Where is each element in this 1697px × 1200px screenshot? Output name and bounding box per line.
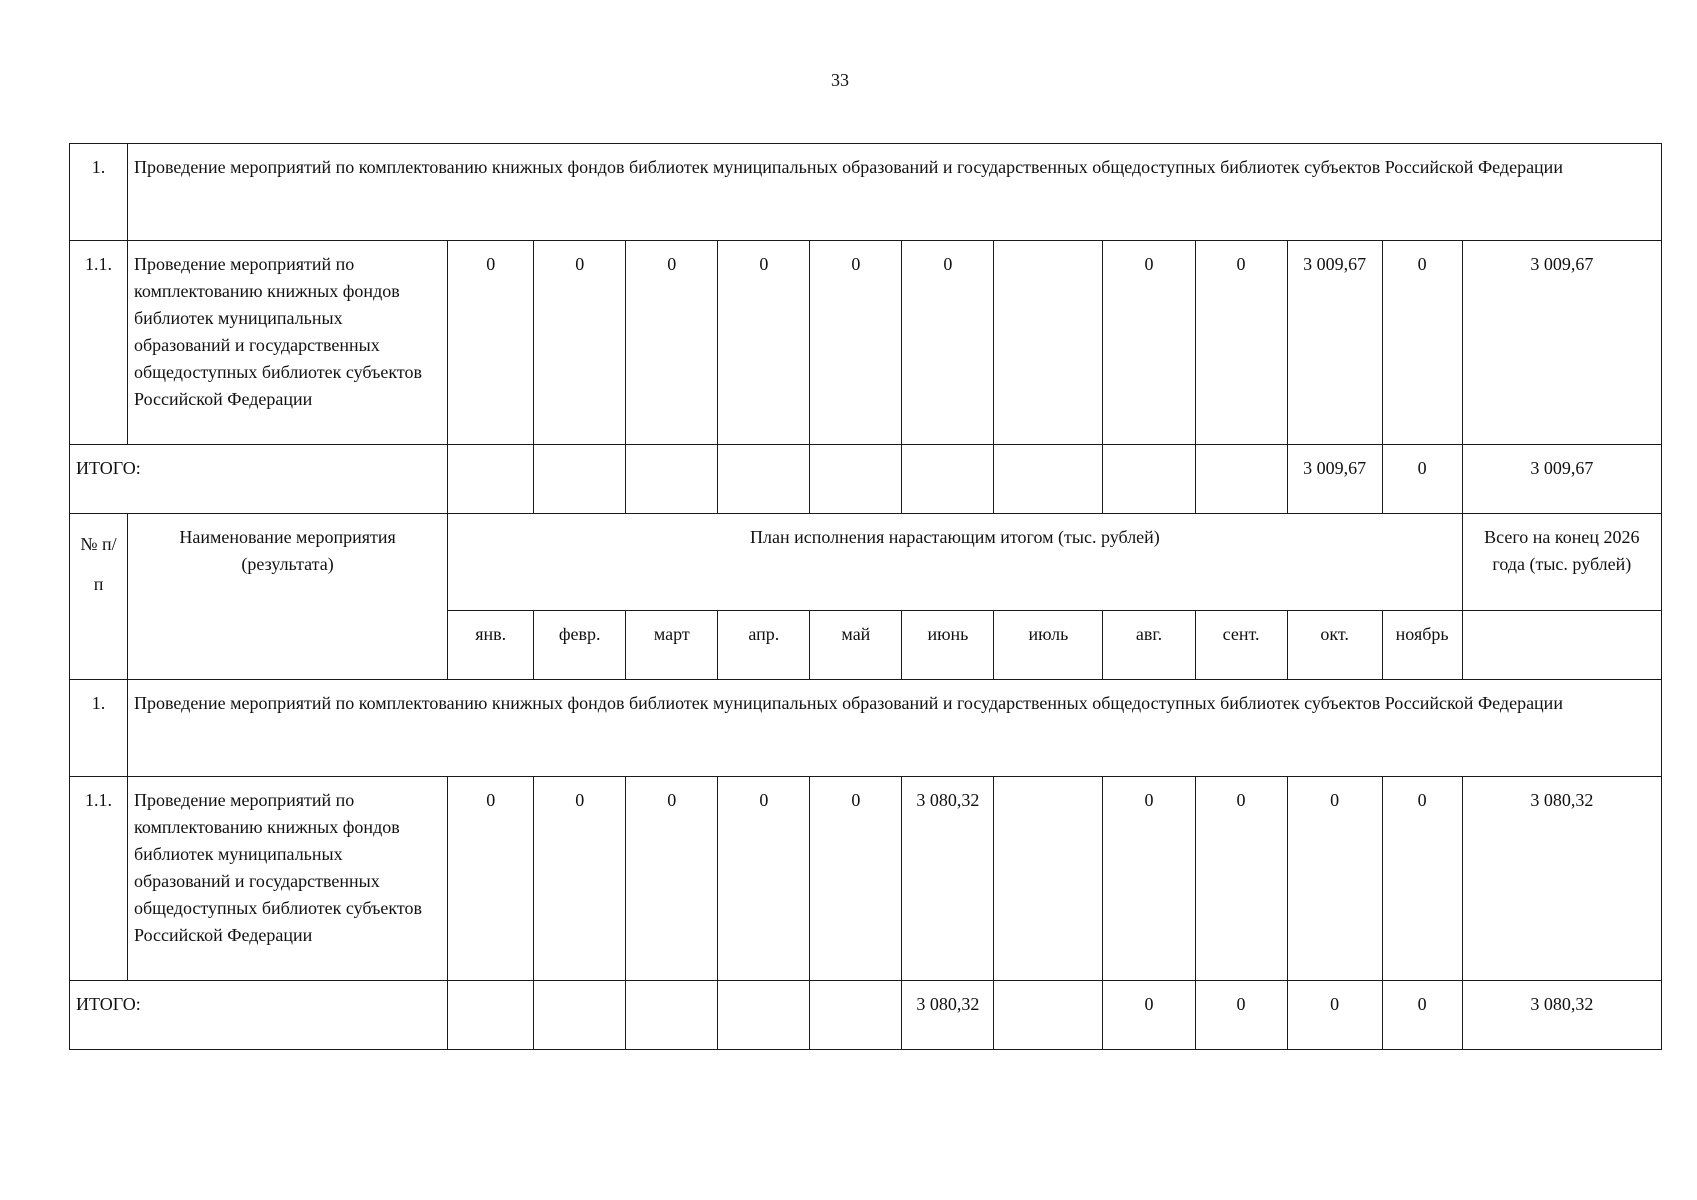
header-plan: План исполнения нарастающим итогом (тыс. рублей): [448, 514, 1462, 611]
month-header-oct: окт.: [1287, 611, 1382, 680]
month-cell-apr: 0: [718, 241, 810, 445]
month-header-sep: сент.: [1195, 611, 1287, 680]
month-header-may: май: [810, 611, 902, 680]
itogo-cell-nov: 0: [1382, 445, 1462, 514]
month-header-nov: ноябрь: [1382, 611, 1462, 680]
month-header-feb: февр.: [534, 611, 626, 680]
section-number: 1.: [70, 680, 128, 777]
plan-table: [69, 143, 1662, 1050]
itogo-cell-feb: [534, 981, 626, 1050]
section-title: Проведение мероприятий по комплектованию книжных фондов библиотек муниципальных образований и государственных общедоступных библиотек субъектов Российской Федерации: [128, 680, 1662, 777]
header-row: [70, 514, 1662, 611]
section-number: 1.: [70, 144, 128, 241]
month-cell-mar: 0: [626, 241, 718, 445]
month-cell-nov: 0: [1382, 777, 1462, 981]
section-title: Проведение мероприятий по комплектованию книжных фондов библиотек муниципальных образований и государственных общедоступных библиотек субъектов Российской Федерации: [128, 144, 1662, 241]
header-name: Наименование мероприятия (результата): [128, 514, 448, 680]
month-cell-sep: 0: [1195, 241, 1287, 445]
itogo-cell-mar: [626, 445, 718, 514]
itogo-cell-jan: [448, 981, 534, 1050]
month-cell-aug: 0: [1103, 241, 1195, 445]
itogo-cell-oct: 3 009,67: [1287, 445, 1382, 514]
itogo-cell-feb: [534, 445, 626, 514]
month-header-empty: [1462, 611, 1661, 680]
item-total: 3 009,67: [1462, 241, 1661, 445]
page-number: 33: [831, 70, 849, 90]
itogo-total: 3 009,67: [1462, 445, 1661, 514]
month-cell-aug: 0: [1103, 777, 1195, 981]
item-number: 1.1.: [70, 777, 128, 981]
itogo-label: ИТОГО:: [70, 981, 448, 1050]
item-number: 1.1.: [70, 241, 128, 445]
item-total: 3 080,32: [1462, 777, 1661, 981]
itogo-cell-oct: 0: [1287, 981, 1382, 1050]
item-row: [70, 777, 1662, 981]
month-cell-may: 0: [810, 241, 902, 445]
itogo-row: [70, 445, 1662, 514]
itogo-cell-sep: [1195, 445, 1287, 514]
section-row: [70, 144, 1662, 241]
month-cell-jun: 3 080,32: [902, 777, 994, 981]
itogo-cell-jun: 3 080,32: [902, 981, 994, 1050]
section-row: [70, 680, 1662, 777]
itogo-label: ИТОГО:: [70, 445, 448, 514]
itogo-row: [70, 981, 1662, 1050]
month-cell-may: 0: [810, 777, 902, 981]
itogo-cell-mar: [626, 981, 718, 1050]
month-cell-sep: 0: [1195, 777, 1287, 981]
month-cell-jan: 0: [448, 777, 534, 981]
item-title: Проведение мероприятий по комплектованию книжных фондов библиотек муниципальных образований и государственных общедоступных библиотек субъектов Российской Федерации: [128, 241, 448, 445]
month-cell-apr: 0: [718, 777, 810, 981]
itogo-cell-aug: [1103, 445, 1195, 514]
itogo-cell-apr: [718, 445, 810, 514]
month-cell-oct: 0: [1287, 777, 1382, 981]
month-header-apr: апр.: [718, 611, 810, 680]
month-header-jul: июль: [994, 611, 1103, 680]
itogo-cell-aug: 0: [1103, 981, 1195, 1050]
month-cell-nov: 0: [1382, 241, 1462, 445]
month-cell-jul: [994, 777, 1103, 981]
month-header-aug: авг.: [1103, 611, 1195, 680]
month-cell-jun: 0: [902, 241, 994, 445]
itogo-cell-may: [810, 981, 902, 1050]
month-cell-feb: 0: [534, 241, 626, 445]
month-cell-mar: 0: [626, 777, 718, 981]
month-cell-jul: [994, 241, 1103, 445]
month-cell-jan: 0: [448, 241, 534, 445]
item-row: [70, 241, 1662, 445]
month-cell-feb: 0: [534, 777, 626, 981]
month-header-jan: янв.: [448, 611, 534, 680]
month-header-jun: июнь: [902, 611, 994, 680]
header-total: Всего на конец 2026 года (тыс. рублей): [1462, 514, 1661, 611]
header-number: № п/п: [70, 514, 128, 680]
month-header-mar: март: [626, 611, 718, 680]
itogo-cell-jul: [994, 981, 1103, 1050]
itogo-cell-jan: [448, 445, 534, 514]
itogo-cell-apr: [718, 981, 810, 1050]
itogo-cell-nov: 0: [1382, 981, 1462, 1050]
itogo-total: 3 080,32: [1462, 981, 1661, 1050]
itogo-cell-jun: [902, 445, 994, 514]
itogo-cell-sep: 0: [1195, 981, 1287, 1050]
itogo-cell-jul: [994, 445, 1103, 514]
item-title: Проведение мероприятий по комплектованию книжных фондов библиотек муниципальных образований и государственных общедоступных библиотек субъектов Российской Федерации: [128, 777, 448, 981]
month-cell-oct: 3 009,67: [1287, 241, 1382, 445]
itogo-cell-may: [810, 445, 902, 514]
